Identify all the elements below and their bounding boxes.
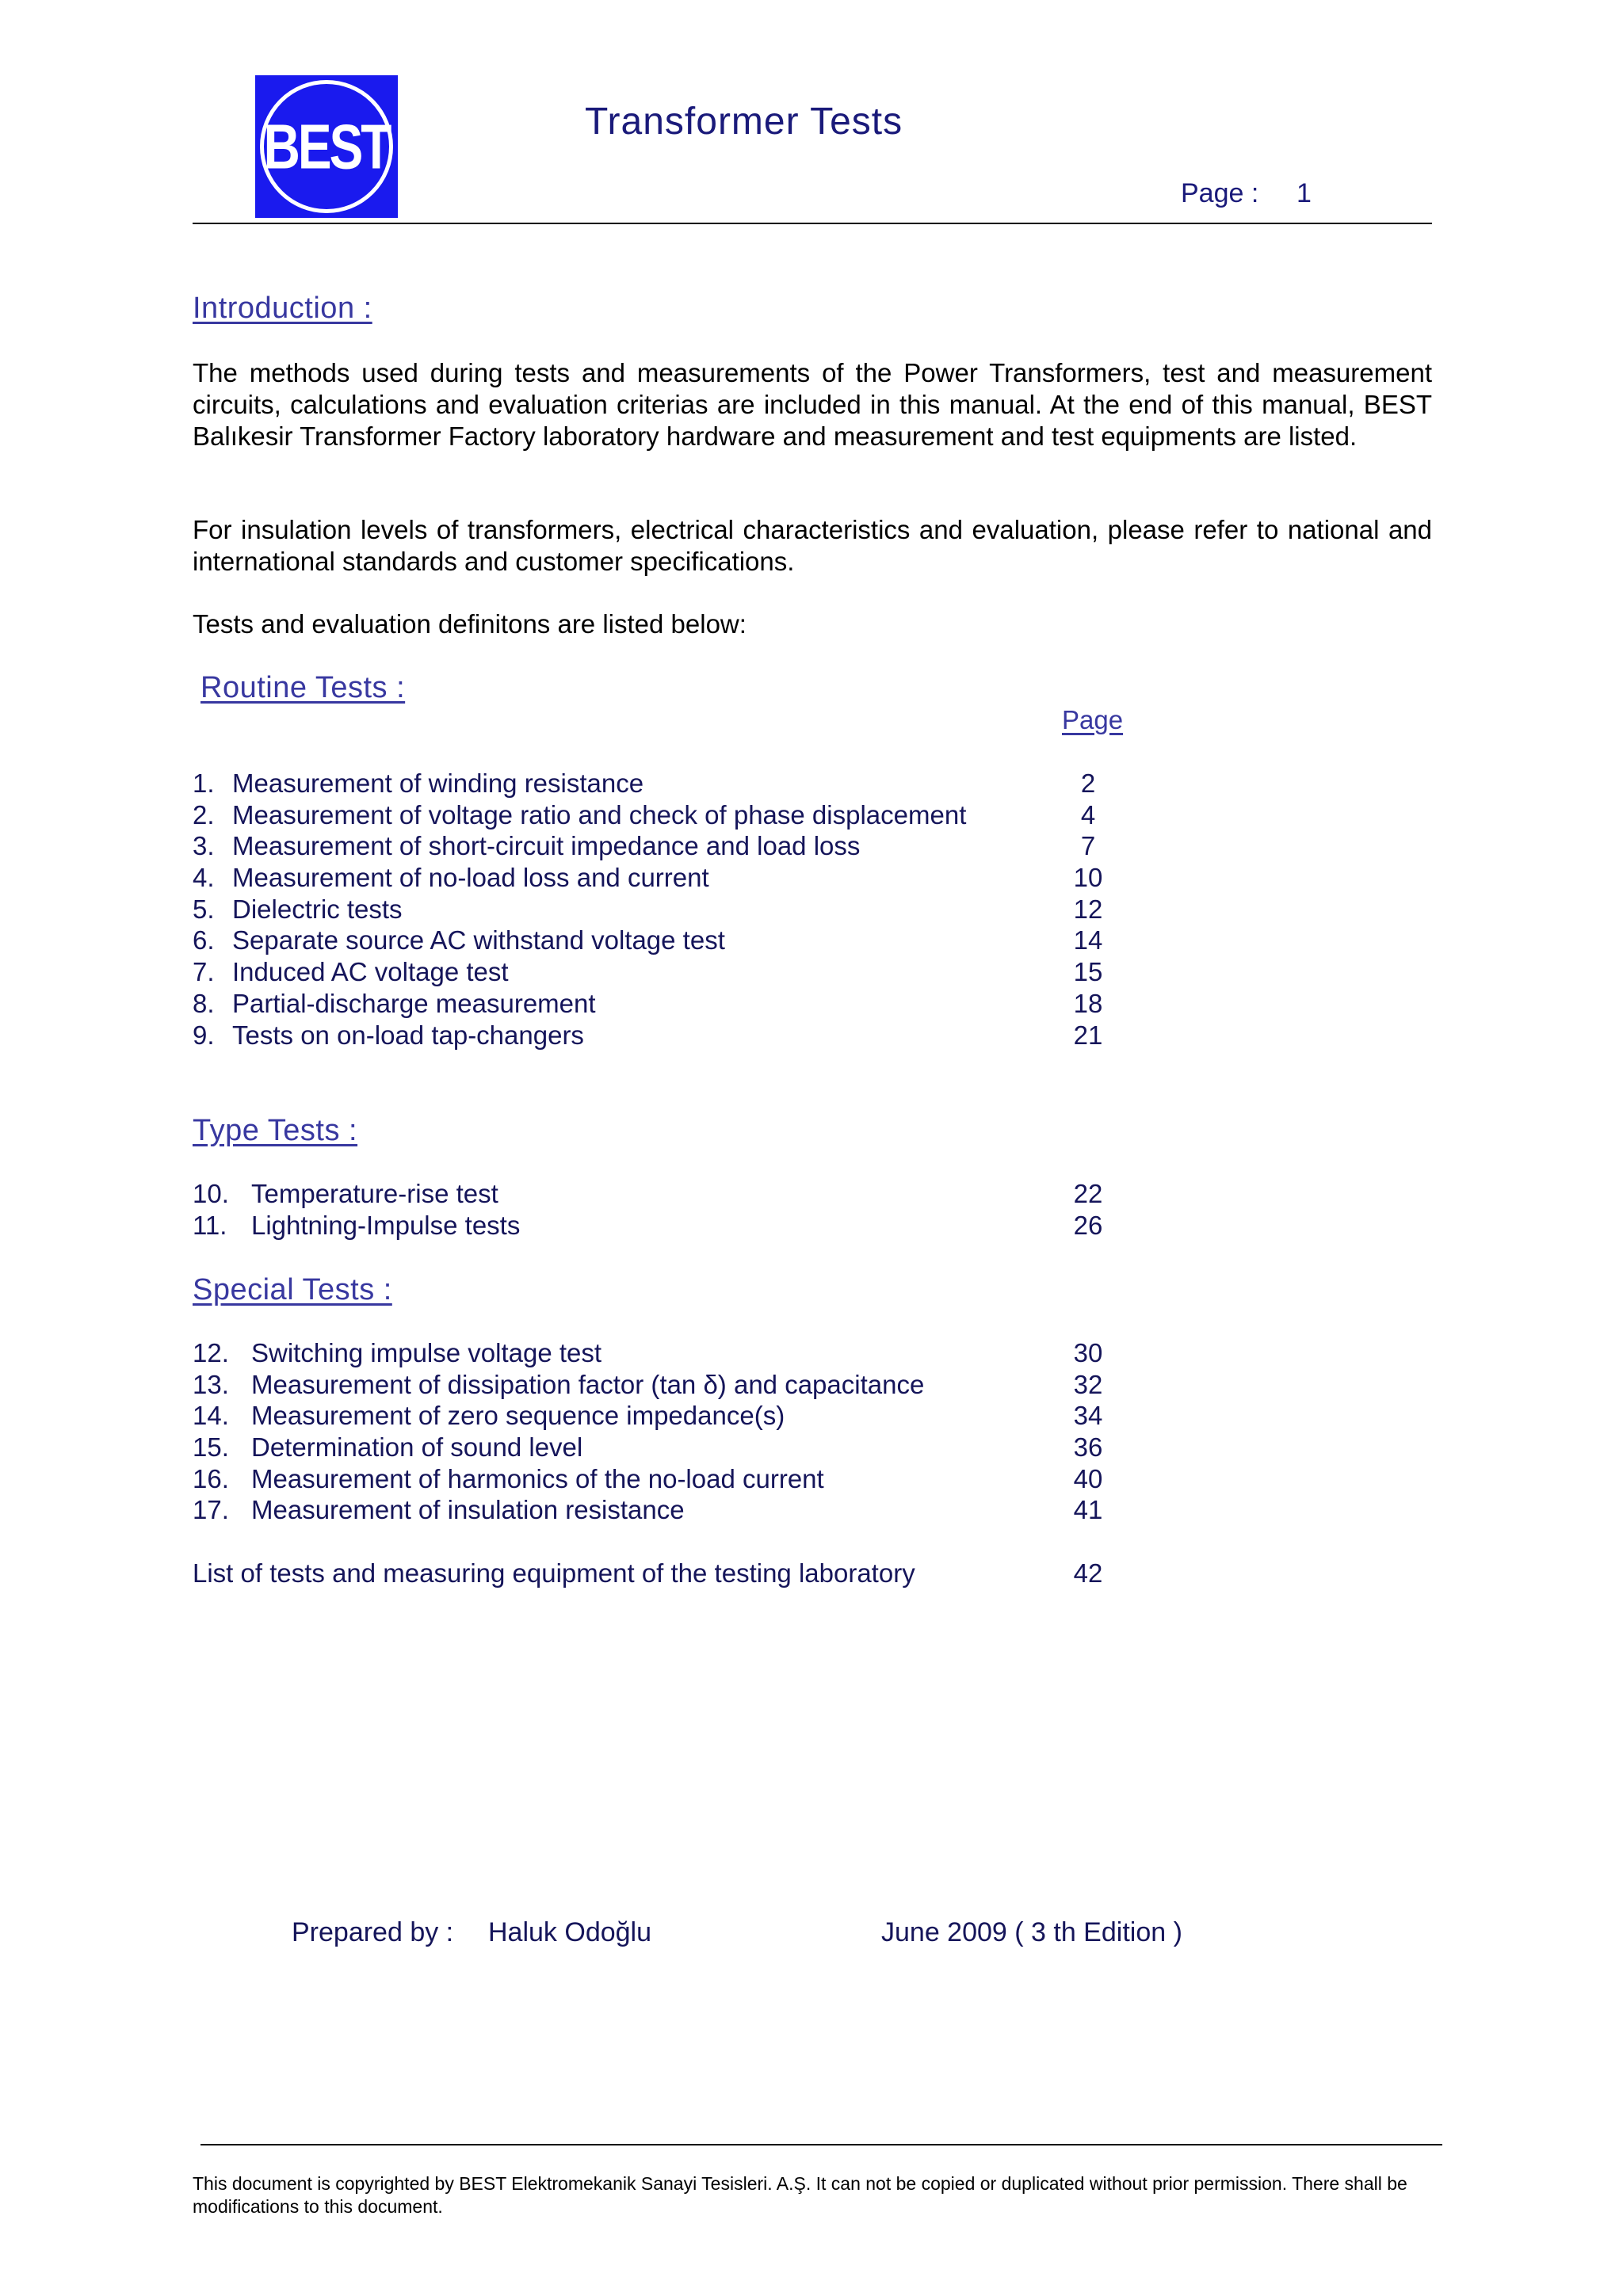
toc-item-title: Measurement of no-load loss and current — [232, 863, 709, 893]
toc-row — [193, 769, 1144, 800]
intro-paragraph-1: The methods used during tests and measurements of the Power Transformers, test and measurement circuits, calculations and evaluation criterias are included in this manual. At the end of this manual, BEST Balıkesir Transformer Factory laboratory hardware and measurement and test equipments are listed. — [193, 358, 1432, 451]
toc-item-page: 2 — [1080, 769, 1096, 798]
toc-item-title: Measurement of short-circuit impedance and load loss — [232, 831, 861, 861]
type-tests-list — [193, 1179, 1144, 1241]
header-divider — [193, 223, 1432, 224]
toc-row — [193, 1464, 1144, 1496]
toc-item-number: 6. — [193, 925, 215, 955]
toc-row — [193, 957, 1144, 989]
document-title: Transformer Tests — [585, 101, 903, 143]
toc-item-page: 40 — [1073, 1463, 1103, 1493]
toc-item-page: 4 — [1080, 799, 1096, 830]
toc-item-page: 7 — [1080, 831, 1096, 861]
toc-item-number: 4. — [193, 863, 215, 893]
toc-item-title: Measurement of dissipation factor (tan δ) and capacitance — [251, 1369, 925, 1399]
toc-item-number: 16. — [193, 1463, 229, 1493]
toc-row — [193, 925, 1144, 957]
toc-item-title: Determination of sound level — [251, 1432, 583, 1463]
toc-row — [193, 1211, 1144, 1242]
equipment-list-entry — [193, 1558, 1144, 1590]
toc-row — [193, 1020, 1144, 1052]
toc-item-number: 7. — [193, 957, 215, 987]
toc-item-page: 14 — [1073, 925, 1103, 955]
toc-item-number: 12. — [193, 1338, 229, 1367]
intro-paragraph-3: Tests and evaluation definitons are listed below: — [193, 609, 747, 639]
footer-divider — [200, 2144, 1442, 2145]
toc-item-page: 34 — [1073, 1401, 1103, 1431]
toc-item-page: 41 — [1073, 1495, 1103, 1525]
toc-item-page: 15 — [1073, 957, 1103, 987]
toc-row — [193, 1401, 1144, 1432]
toc-item-title: Induced AC voltage test — [232, 957, 509, 987]
toc-item-title: Switching impulse voltage test — [251, 1338, 602, 1367]
routine-tests-list — [193, 769, 1144, 1051]
toc-item-number: 10. — [193, 1179, 229, 1208]
toc-item-title: Measurement of voltage ratio and check of phase displacement — [232, 799, 967, 830]
toc-row — [193, 1495, 1144, 1527]
toc-item-title: Dielectric tests — [232, 894, 403, 924]
special-tests-list — [193, 1338, 1144, 1527]
logo-text: BEST — [263, 111, 390, 182]
toc-item-page: 36 — [1073, 1432, 1103, 1463]
toc-item-page: 32 — [1073, 1369, 1103, 1399]
toc-item-number: 13. — [193, 1369, 229, 1399]
toc-item-page: 22 — [1073, 1179, 1103, 1208]
special-tests-heading: Special Tests : — [193, 1273, 392, 1306]
best-logo — [255, 75, 398, 218]
toc-row — [193, 1179, 1144, 1211]
toc-row — [193, 1370, 1144, 1402]
routine-tests-heading: Routine Tests : — [200, 671, 406, 704]
toc-item-title: Measurement of insulation resistance — [251, 1495, 685, 1525]
toc-item-title: Measurement of harmonics of the no-load current — [251, 1463, 824, 1493]
toc-item-number: 2. — [193, 799, 215, 830]
page-column-heading: Page — [1062, 705, 1124, 734]
page-number: 1 — [1296, 178, 1312, 208]
toc-item-number: 9. — [193, 1020, 215, 1050]
toc-item-number: 1. — [193, 769, 215, 798]
introduction-heading: Introduction : — [193, 292, 372, 325]
toc-item-title: Tests on on-load tap-changers — [232, 1020, 584, 1050]
type-tests-heading: Type Tests : — [193, 1114, 358, 1147]
toc-item-title: Temperature-rise test — [251, 1179, 498, 1208]
copyright-notice: This document is copyrighted by BEST Elektromekanik Sanayi Tesisleri. A.Ş. It can not be copied or duplicated without prior permission. There shall be modifications to this document. — [193, 2173, 1407, 2217]
toc-item-number: 5. — [193, 894, 215, 924]
toc-item-number: 3. — [193, 831, 215, 861]
toc-item-title: Partial-discharge measurement — [232, 988, 596, 1018]
toc-item-title: Lightning-Impulse tests — [251, 1210, 521, 1240]
toc-item-title: Measurement of winding resistance — [232, 769, 644, 798]
intro-paragraph-2: For insulation levels of transformers, electrical characteristics and evaluation, please refer to national and international standards and customer specifications. — [193, 515, 1432, 576]
logo-ring — [260, 80, 393, 213]
toc-item-number: 11. — [193, 1210, 227, 1240]
toc-row — [193, 894, 1144, 926]
toc-item-title: Separate source AC withstand voltage test — [232, 925, 725, 955]
author-name: Haluk Odoğlu — [488, 1917, 652, 1947]
toc-row — [193, 1432, 1144, 1464]
toc-item-page: 18 — [1073, 988, 1103, 1018]
prepared-by-label: Prepared by : — [292, 1917, 454, 1947]
toc-item-page: 12 — [1073, 894, 1103, 924]
toc-item-number: 8. — [193, 988, 215, 1018]
toc-row — [193, 831, 1144, 863]
toc-row — [193, 989, 1144, 1020]
edition-date: June 2009 ( 3 th Edition ) — [881, 1917, 1182, 1947]
toc-item-page: 21 — [1073, 1020, 1103, 1050]
page-label: Page : — [1181, 178, 1259, 208]
toc-row — [193, 1338, 1144, 1370]
toc-row — [193, 863, 1144, 894]
equipment-list-title: List of tests and measuring equipment of the testing laboratory — [193, 1558, 915, 1588]
equipment-list-page: 42 — [1073, 1558, 1103, 1588]
toc-item-page: 10 — [1073, 863, 1103, 893]
toc-item-number: 14. — [193, 1401, 229, 1431]
toc-item-page: 30 — [1073, 1338, 1103, 1367]
toc-item-page: 26 — [1073, 1210, 1103, 1240]
toc-item-number: 17. — [193, 1495, 229, 1525]
toc-item-number: 15. — [193, 1432, 229, 1463]
toc-row — [193, 800, 1144, 832]
toc-item-title: Measurement of zero sequence impedance(s) — [251, 1401, 785, 1431]
